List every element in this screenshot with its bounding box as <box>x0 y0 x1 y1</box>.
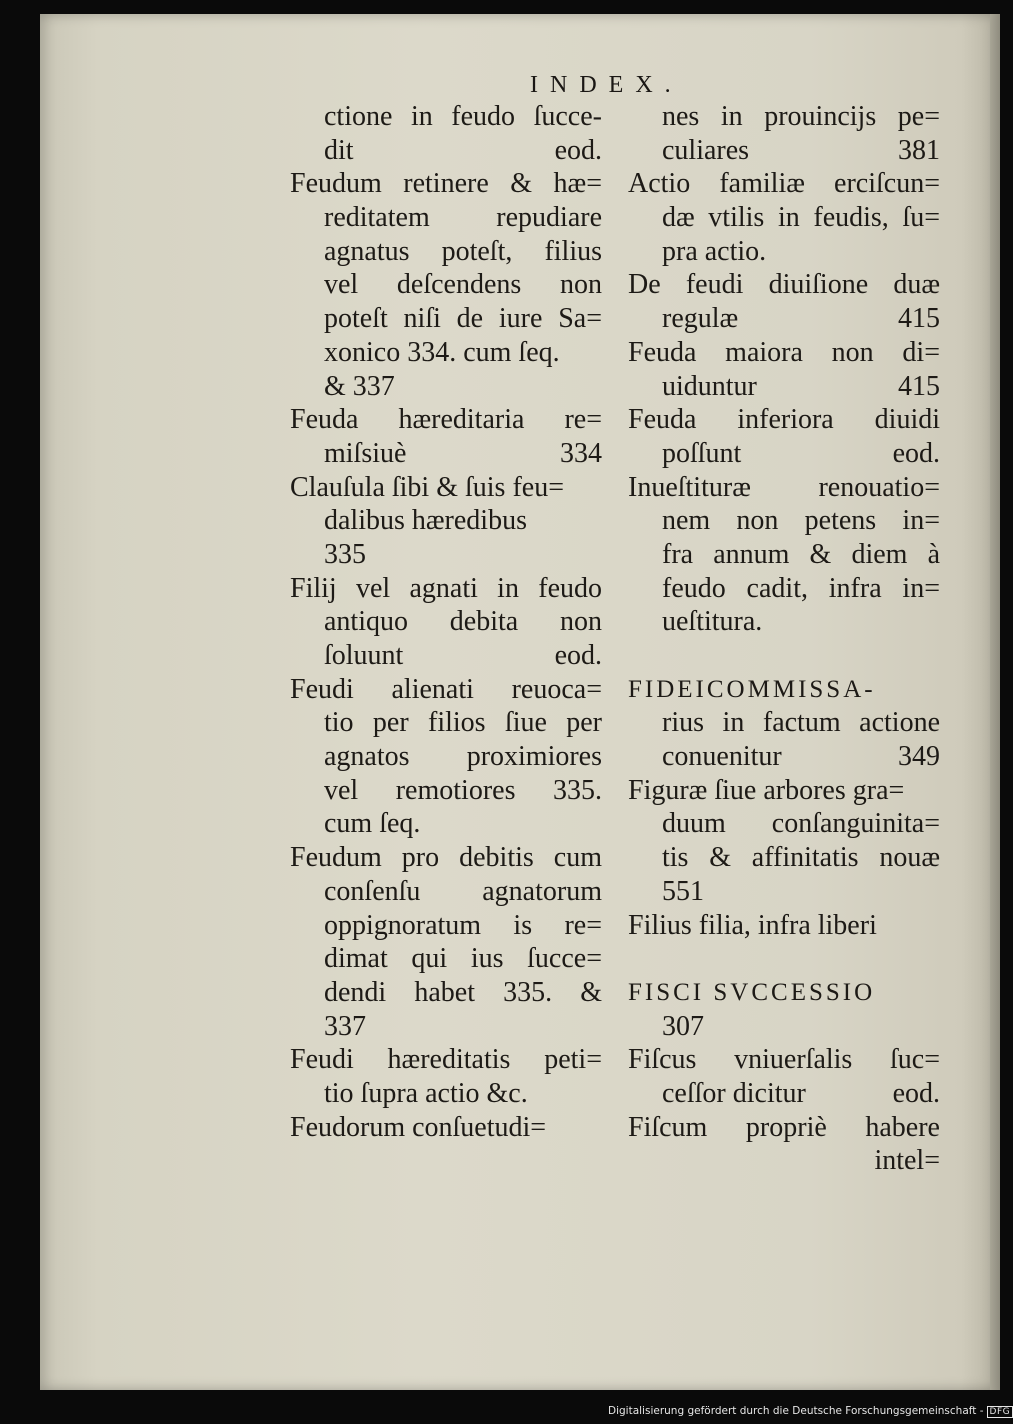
index-page-ref: 415 <box>898 370 940 402</box>
index-line <box>290 437 602 471</box>
index-line: Inueſtituræ renouatio= <box>628 471 940 503</box>
index-section-heading: FISCI SVCCESSIO <box>628 978 876 1006</box>
index-page-ref: eod. <box>554 134 602 166</box>
index-line: Fiſcum propriè habere <box>628 1111 940 1143</box>
index-term: ſoluunt <box>324 640 404 671</box>
index-line: intel= <box>874 1145 940 1177</box>
index-line: Feudum retinere & hæ= <box>290 168 602 200</box>
index-page-ref: eod. <box>892 437 940 469</box>
index-line: antiquo debita non <box>324 606 602 638</box>
index-line: dimat qui ius ſucce= <box>324 943 602 975</box>
index-line: tio ſupra actio &c. <box>324 1077 528 1109</box>
index-column-left <box>290 100 602 1144</box>
index-line: Feuda maiora non di= <box>628 336 940 368</box>
index-term: poſſunt <box>662 437 742 469</box>
index-page-ref: 415 <box>898 303 940 335</box>
index-line: nes in prouincijs pe= <box>662 101 940 132</box>
index-line <box>628 740 940 774</box>
page-header: INDEX. <box>530 72 683 98</box>
index-line: reditatem repudiare <box>324 202 602 234</box>
index-line <box>628 134 940 168</box>
index-line: Feudum pro debitis cum <box>290 842 602 874</box>
index-line <box>290 134 602 168</box>
index-line: tis & affinitatis nouæ <box>662 842 940 874</box>
index-line <box>628 437 940 471</box>
index-line: fra annum & diem à <box>662 538 940 570</box>
index-line: Filij vel agnati in feudo <box>290 572 602 604</box>
index-term: regulæ <box>662 303 739 335</box>
index-page-ref: eod. <box>554 640 602 671</box>
index-line: agnatos proximiores <box>324 741 602 773</box>
index-section-heading: FIDEICOMMISSA- <box>628 675 876 703</box>
index-line: ctione in feudo ſucce- <box>324 101 602 132</box>
digitization-footer <box>608 1405 1013 1418</box>
index-term: miſsiuè <box>324 437 407 469</box>
section-gap <box>628 639 940 673</box>
index-term: culiares <box>662 134 750 166</box>
index-line: duum conſanguinita= <box>662 808 940 840</box>
index-line: Feudi alienati reuoca= <box>290 673 602 705</box>
index-line: 307 <box>662 1010 704 1042</box>
index-line: oppignoratum is re= <box>324 909 602 941</box>
index-line: 335 <box>324 538 366 570</box>
index-line: ueſtitura. <box>662 606 763 638</box>
index-line: pra actio. <box>662 235 767 267</box>
index-term: ceſſor dicitur <box>662 1077 806 1109</box>
index-line: feudo cadit, infra in= <box>662 572 940 604</box>
index-line: Figuræ ſiue arbores gra= <box>628 774 905 806</box>
index-line: 551 <box>662 875 704 907</box>
index-line: Clauſula ſibi & ſuis feu= <box>290 471 564 503</box>
index-line: poteſt niſi de iure Sa= <box>324 303 602 335</box>
index-page-ref: 381 <box>898 134 940 166</box>
index-line: dendi habet 335. & <box>324 976 602 1008</box>
index-line: Feuda inferiora diuidi <box>628 404 940 436</box>
index-line: Feuda hæreditaria re= <box>290 404 602 436</box>
index-term: uiduntur <box>662 370 757 402</box>
index-term: conuenitur <box>662 741 782 773</box>
index-line <box>628 302 940 336</box>
index-line <box>628 370 940 404</box>
index-line: cum ſeq. <box>324 808 421 840</box>
index-line: Fiſcus vniuerſalis ſuc= <box>628 1044 940 1076</box>
index-line: vel deſcendens non <box>324 269 602 301</box>
index-line: conſenſu agnatorum <box>324 875 602 907</box>
index-line: & 337 <box>324 370 395 402</box>
dfg-logo-icon: DFG <box>987 1406 1013 1418</box>
index-line <box>290 639 602 673</box>
index-line: dalibus hæredibus <box>324 505 527 537</box>
section-gap <box>628 942 940 976</box>
index-page-ref: 334 <box>560 437 602 469</box>
index-line: Feudi hæreditatis peti= <box>290 1044 602 1076</box>
index-line <box>628 1077 940 1111</box>
index-line: agnatus poteſt, filius <box>324 235 602 267</box>
index-page-ref: 349 <box>898 741 940 773</box>
index-line: dæ vtilis in feudis, ſu= <box>662 202 940 234</box>
index-line: Actio familiæ erciſcun= <box>628 168 940 200</box>
index-line: rius in factum actione <box>662 707 940 739</box>
index-line: xonico 334. cum ſeq. <box>324 336 560 368</box>
index-line: vel remotiores 335. <box>324 774 602 806</box>
index-term: dit <box>324 134 354 166</box>
index-line: Filius filia, infra liberi <box>628 909 877 941</box>
index-line: nem non petens in= <box>662 505 940 537</box>
index-line: tio per filios ſiue per <box>324 707 602 739</box>
footer-text: Digitalisierung gefördert durch die Deutsche Forschungsgemeinschaft - <box>608 1405 984 1417</box>
index-page-ref: eod. <box>892 1077 940 1109</box>
index-line: 337 <box>324 1010 366 1042</box>
page-edge <box>990 14 1000 1390</box>
index-line: Feudorum conſuetudi= <box>290 1111 547 1143</box>
index-column-right <box>628 100 940 1178</box>
index-line: De feudi diuiſione duæ <box>628 269 940 301</box>
